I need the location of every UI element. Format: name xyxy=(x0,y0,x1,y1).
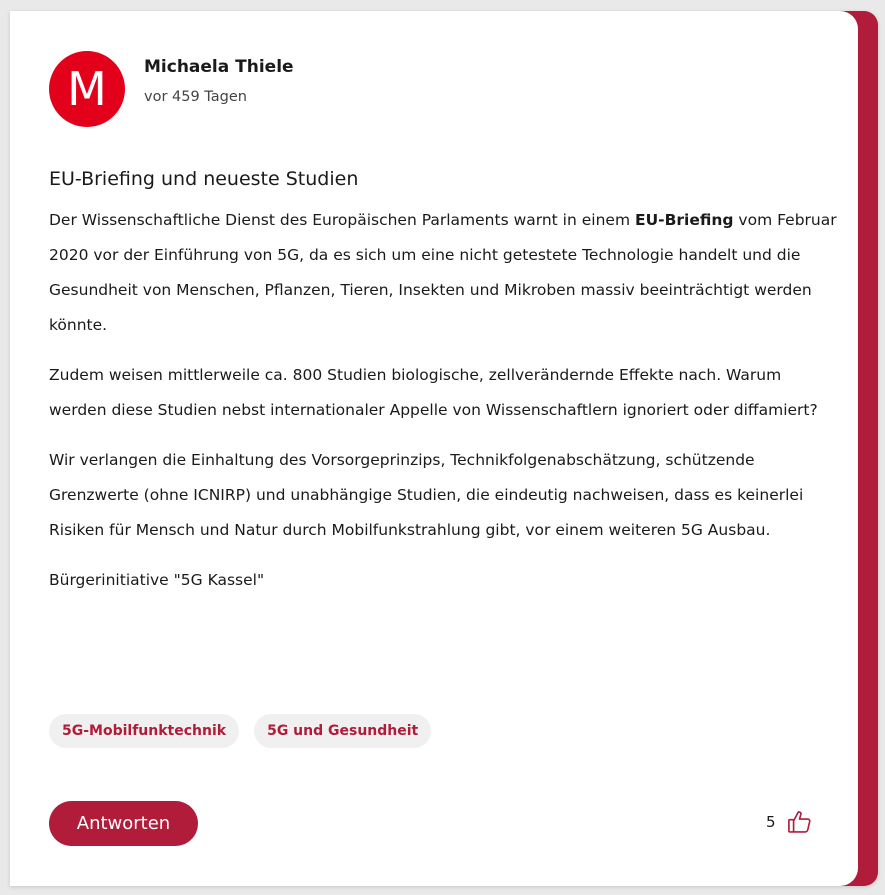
post-time: vor 459 Tagen xyxy=(144,89,247,105)
like-area xyxy=(766,808,814,836)
tag-list xyxy=(49,714,431,748)
thumbs-up-icon[interactable] xyxy=(786,808,814,836)
paragraph-3: Wir verlangen die Einhaltung des Vorsorgeprinzips, Technikfolgenabschätzung, schützende Grenzwerte (ohne ICNIRP) und unabhängige Studien, die eindeutig nachweisen, dass es keinerlei Risiken für Mensch und Natur durch Mobilfunkstrahlung gibt, vor einem weiteren 5G Ausbau. xyxy=(49,451,804,539)
paragraph-1-start: Der Wissenschaftliche Dienst des Europäischen Parlaments warnt in einem xyxy=(49,211,635,229)
post-body xyxy=(49,203,839,613)
eu-briefing-bold: EU-Briefing xyxy=(634,211,734,229)
avatar: M xyxy=(49,51,125,127)
tag-5g-mobilfunktechnik[interactable]: 5G-Mobilfunktechnik xyxy=(49,714,239,748)
like-count: 5 xyxy=(766,813,776,831)
post-title: EU-Briefing und neueste Studien xyxy=(49,168,359,190)
tag-5g-gesundheit[interactable]: 5G und Gesundheit xyxy=(254,714,431,748)
post-card-frame xyxy=(10,11,878,886)
paragraph-4: Bürgerinitiative "5G Kassel" xyxy=(49,571,265,589)
author-name: Michaela Thiele xyxy=(144,57,294,77)
paragraph-1-end: vom Februar 2020 vor der Einführung von 5G, da es sich um eine nicht getestete Technologie handelt und die Gesundheit von Menschen, Pflanzen, Tieren, Insekten und Mikroben massiv beeinträchtigt werden könnte. xyxy=(49,211,837,334)
reply-button[interactable]: Antworten xyxy=(49,801,198,846)
paragraph-2: Zudem weisen mittlerweile ca. 800 Studien biologische, zellverändernde Effekte nach. Warum werden diese Studien nebst internationaler Appelle von Wissenschaftlern ignoriert oder diffamiert? xyxy=(49,366,818,419)
post-card xyxy=(10,11,858,886)
paragraph-1 xyxy=(49,203,839,343)
